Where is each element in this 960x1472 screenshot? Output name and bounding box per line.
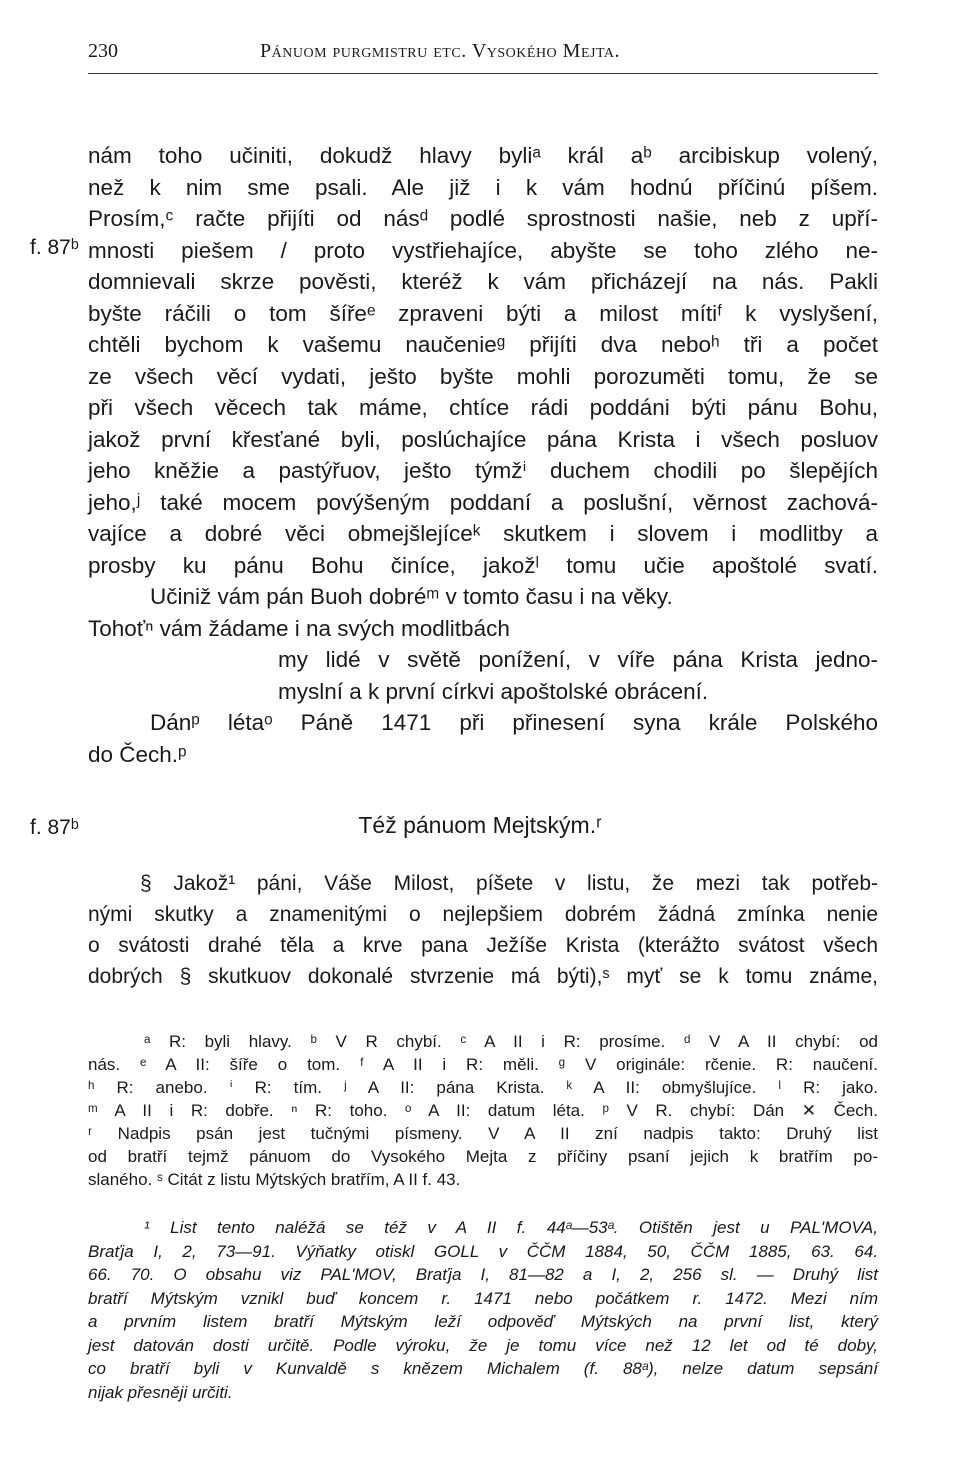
- signature-line: myslní a k první církvi apoštolské obrácení.: [278, 678, 709, 704]
- apparatus-line: od bratří tejmž pánuom do Vysokého Mejta z příčiny psaní jejich k bratřím po-: [88, 1147, 878, 1166]
- signature-line: my lidé v světě ponížení, v víře pána Krista jedno-: [278, 647, 878, 672]
- footnote-line: a prvním listem bratří Mýtským leží odpověď Mýtských na první list, který: [88, 1312, 878, 1331]
- apparatus-line: ʳ Nadpis psán jest tučnými písmeny. V A II zní nadpis takto: Druhý list: [88, 1124, 878, 1143]
- critical-apparatus: [88, 1030, 878, 1191]
- date-line: Dánᵖ létaᵒ Páně 1471 při přinesení syna krále Polského: [150, 710, 878, 735]
- footnote: [88, 1216, 878, 1404]
- text-line: domnievali skrze pověsti, kteréž k vám přicházejí na nás. Pakli: [88, 269, 878, 294]
- text-line: nám toho učiniti, dokudž hlavy byliᵃ král aᵇ arcibiskup volený,: [88, 143, 878, 168]
- text-line: chtěli bychom k vašemu naučenieᵍ přijíti dva neboʰ tři a počet: [88, 332, 878, 357]
- text-line: jakož první křesťané byli, poslúchajíce pána Krista i všech posluov: [88, 426, 878, 452]
- text-line: jeho kněžie a pastýřuov, ješto týmžⁱ duchem chodili po šlepějích: [88, 458, 878, 483]
- text-line: než k nim sme psali. Ale již i k vám hodnú příčinú píšem.: [88, 174, 878, 200]
- text-line: ze všech věcí vydati, ješto byšte mohli porozuměti tomu, že se: [88, 363, 878, 389]
- text-line: byšte ráčili o tom šířeᵉ zpraveni býti a milost mítiᶠ k vyslyšení,: [88, 300, 878, 326]
- footnote-line: Braťja I, 2, 73—91. Výňatky otiskl GOLL v ČČM 1884, 50, ČČM 1885, 63. 64.: [88, 1241, 878, 1261]
- footnote-line: co bratří byli v Kunvaldě s knězem Michalem (f. 88ᵃ), nelze datum sepsání: [88, 1359, 878, 1378]
- closing-line: Tohoťⁿ vám žádame i na svých modlitbách: [88, 615, 510, 641]
- text-line: nými skutky a znamenitými o nejlepšiem dobrém žádná zmínka nenie: [88, 903, 878, 926]
- text-line: vajíce a dobré věci obmejšlejíceᵏ skutkem i slovem i modlitby a: [88, 521, 878, 546]
- closing-line: Učiniž vám pán Buoh dobréᵐ v tomto času i na věky.: [150, 584, 673, 609]
- letter-body: [88, 140, 878, 770]
- footnote-line: nijak přesněji určiti.: [88, 1382, 233, 1402]
- text-line: § Jakož¹ páni, Váše Milost, píšete v listu, že mezi tak potřeb-: [140, 872, 878, 895]
- page-header: [88, 40, 880, 70]
- footnote-line: ¹ List tento naléžá se též v A II f. 44ᵃ—53ᵃ. Otištěn jest u PAL'MOVA,: [144, 1218, 878, 1237]
- text-line: jeho,ʲ také mocem povýšeným poddaní a poslušní, věrnost zachová-: [88, 489, 878, 515]
- text-line: o svátosti drahé těla a krve pana Ježíše Krista (kterážto svátost všech: [88, 934, 878, 957]
- margin-note-folio: f. 87ᵇ: [30, 236, 79, 259]
- text-line: mnosti piešem / proto vystřiehajíce, abyšte se toho zlého ne-: [88, 237, 878, 263]
- header-rule: [88, 73, 878, 74]
- running-head: Pánuom purgmistru etc. Vysokého Mejta.: [260, 40, 620, 62]
- apparatus-line: slaného. ˢ Citát z listu Mýtských bratřím, A II f. 43.: [88, 1170, 461, 1189]
- date-line: do Čech.ᵖ: [88, 741, 187, 767]
- footnote-line: 66. 70. O obsahu viz PAL'MOV, Braťja I, 81—82 a I, 2, 256 sl. — Druhý list: [88, 1265, 878, 1284]
- apparatus-line: ᵃ R: byli hlavy. ᵇ V R chybí. ᶜ A II i R: prosíme. ᵈ V A II chybí: od: [144, 1032, 878, 1051]
- text-line: Prosím,ᶜ račte přijíti od násᵈ podlé sprostnosti našie, neb z upří-: [88, 206, 878, 231]
- letter-title: Též pánuom Mejtským.ʳ: [358, 812, 602, 838]
- footnote-line: jest datován dosti určitě. Podle výroku, že je tomu více než 12 let od té doby,: [88, 1335, 878, 1355]
- apparatus-line: ᵐ A II i R: dobře. ⁿ R: toho. ᵒ A II: datum léta. ᵖ V R. chybí: Dán ✕ Čech.: [88, 1101, 878, 1120]
- apparatus-line: ʰ R: anebo. ⁱ R: tím. ʲ A II: pána Krista. ᵏ A II: obmyšlujíce. ˡ R: jako.: [88, 1078, 878, 1097]
- margin-note-folio: f. 87ᵇ: [30, 816, 79, 839]
- text-line: dobrých § skutkuov dokonalé stvrzenie má býti),ˢ myť se k tomu známe,: [88, 965, 878, 988]
- page-number: 230: [88, 40, 118, 62]
- text-line: prosby ku pánu Bohu činíce, jakožˡ tomu učie apoštolé svatí.: [88, 552, 878, 578]
- apparatus-line: nás. ᵉ A II: šíře o tom. ᶠ A II i R: měli. ᵍ V originále: rčenie. R: naučení.: [88, 1055, 878, 1074]
- footnote-line: bratří Mýtským vznikl buď koncem r. 1471 nebo počátkem r. 1472. Mezi ním: [88, 1288, 878, 1308]
- text-line: při všech věcech tak máme, chtíce rádi poddáni býti pánu Bohu,: [88, 395, 878, 420]
- letter2-body: [88, 868, 878, 992]
